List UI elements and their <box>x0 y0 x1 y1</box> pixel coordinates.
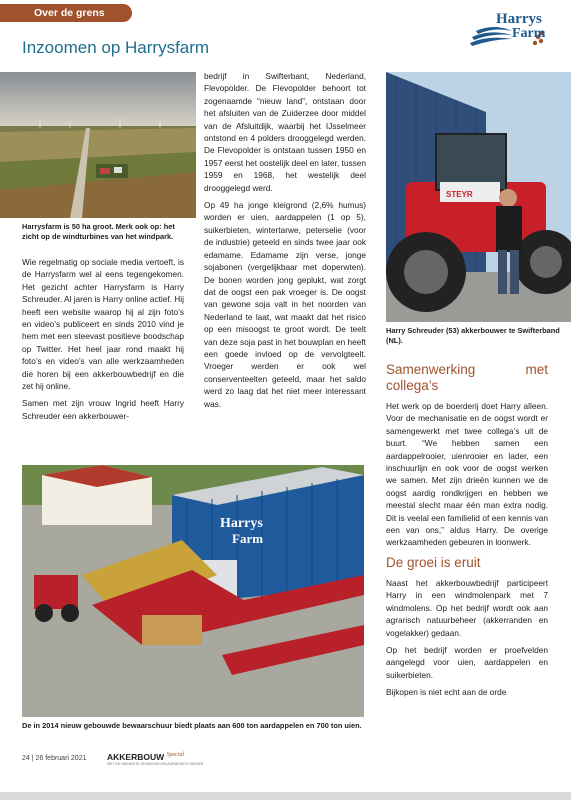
harrysfarm-logo <box>468 5 548 51</box>
col1-paragraph-2: Samen met zijn vrouw Ingrid heeft Harry Schreuder een akkerbouwer- <box>22 398 184 421</box>
brand-script: Special <box>166 752 185 758</box>
column-3 <box>386 362 548 704</box>
magazine-brand <box>107 752 184 762</box>
barn-sign-line1: Harrys <box>220 516 263 531</box>
brand-subtitle: MET DE NIEUWSTE GEWASSEN EN AGRARISCH NIEUWS <box>107 762 204 766</box>
column-1 <box>22 256 184 427</box>
col2-paragraph-1: bedrijf in Swifterbant, Nederland, Flevopolder. De Flevopolder behoort tot zogenaamde “nieuw land”, ontstaan door het afsluiten van de Zuiderzee door middel van de Afsluitdijk, waarbij het IJsselmeer ontstond en 4 polders drooggelegd werden. De Flevopolder is ontstaan tussen 1950 en 1957 eerst het oostelijk deel en later, tussen 1959 en 1968, het westelijk deel drooggelegd werd. <box>204 71 366 193</box>
col3-paragraph-1: Het werk op de boerderij doet Harry alleen. Voor de mechanisatie en de oogst wordt er samengewerkt met twee collega’s uit de buurt. “We hebben samen een aardappelrooier, uienrooier en lader, een inschuurlijn en ook voor de oogst werken we samen. Met zijn drieën kunnen we de oogst aardig rondkrijgen en hebben we meestal slecht maar één man extra nodig. Dit is veelal een familielid of een kennis van een van ons,” aldus Harry. De overige werkzaamheden gebeuren in loonwerk. <box>386 401 548 548</box>
col3-paragraph-4: Bijkopen is niet echt aan de orde <box>386 687 507 698</box>
page-title: Inzoomen op Harrysfarm <box>22 38 210 57</box>
page-number: 24 | 26 februari 2021 <box>22 755 87 762</box>
section-tag: Over de grens <box>0 4 132 22</box>
farmer-tractor-photo <box>386 72 571 322</box>
col1-paragraph-1: Wie regelmatig op sociale media vertoeft, is de Harrysfarm wel al eens tegengekomen. Het gezicht achter Harrysfarm is Harry Schreuder. Al jaren is Harry online actief. Hij heeft een website waarop hij al zijn foto’s en video’s publiceert en sinds 2010 vind je hem met een steevast positieve boodschap op Twitter. Het heel jaar rond maakt hij foto’s en video’s van alle werkzaamheden die horen bij een akkerbouwbedrijf en die zet hij online. <box>22 257 184 392</box>
logo-line1: Harrys <box>496 11 542 27</box>
brand-name: AKKERBOUW <box>107 752 165 762</box>
column-2 <box>204 70 366 415</box>
heading-samenwerking: Samenwerking met collega’s <box>386 362 548 393</box>
logo-line2: Farm <box>512 26 546 41</box>
bottom-bar <box>0 792 571 800</box>
photo2-caption: Harry Schreuder (53) akkerbouwer te Swifterband (NL). <box>386 326 560 345</box>
barn-harvest-photo <box>22 465 364 717</box>
col2-paragraph-2: Op 49 ha jonge kleigrond (2,6% humus) worden er uien, aardappelen (1 op 5), suikerbieten, wintertarwe, peterselie (voor de industrie) geteeld en sinds twee jaar ook edamame. Edamame zijn verse, jonge sojabonen (vergelijkbaar met doperwten). De bonen worden jong geplukt, wat zorgt dat de oogst een pak vroeger is. De oogst van gewone soja valt in het noorden van Nederland te laat, wat maakt dat het risico op een misoogst te groot wordt. De teelt van deze soja past in het bouwplan en heeft een goede invloed op de vervolgteelt. Vroeger werden er ook wel conserventeelten geteeld, maar het saldo werd zo laag dat het niet meer interessant was. <box>204 200 366 409</box>
heading-groei: De groei is eruit <box>386 554 481 570</box>
photo1-caption: Harrysfarm is 50 ha groot. Merk ook op: het zicht op de windturbines van het windpark. <box>22 222 175 241</box>
barn-sign-line2: Farm <box>232 531 264 546</box>
aerial-farm-photo <box>0 72 196 218</box>
col3-paragraph-2: Naast het akkerbouwbedrijf participeert Harry in een windmolenpark met 7 windmolens. Op het bedrijf wordt ook aan agrarisch natuurbeheer (akkerranden en vogelakker) gedaan. <box>386 577 548 638</box>
tractor-brand-text: STEYR <box>446 190 473 199</box>
wheat-sun-logo-icon <box>468 5 548 51</box>
photo3-caption: De in 2014 nieuw gebouwde bewaarschuur biedt plaats aan 600 ton aardappelen en 700 ton uien. <box>22 721 362 730</box>
col3-paragraph-3: Op het bedrijf worden er proefvelden aangelegd voor uien, aardappelen en suikerbieten. <box>386 644 548 680</box>
